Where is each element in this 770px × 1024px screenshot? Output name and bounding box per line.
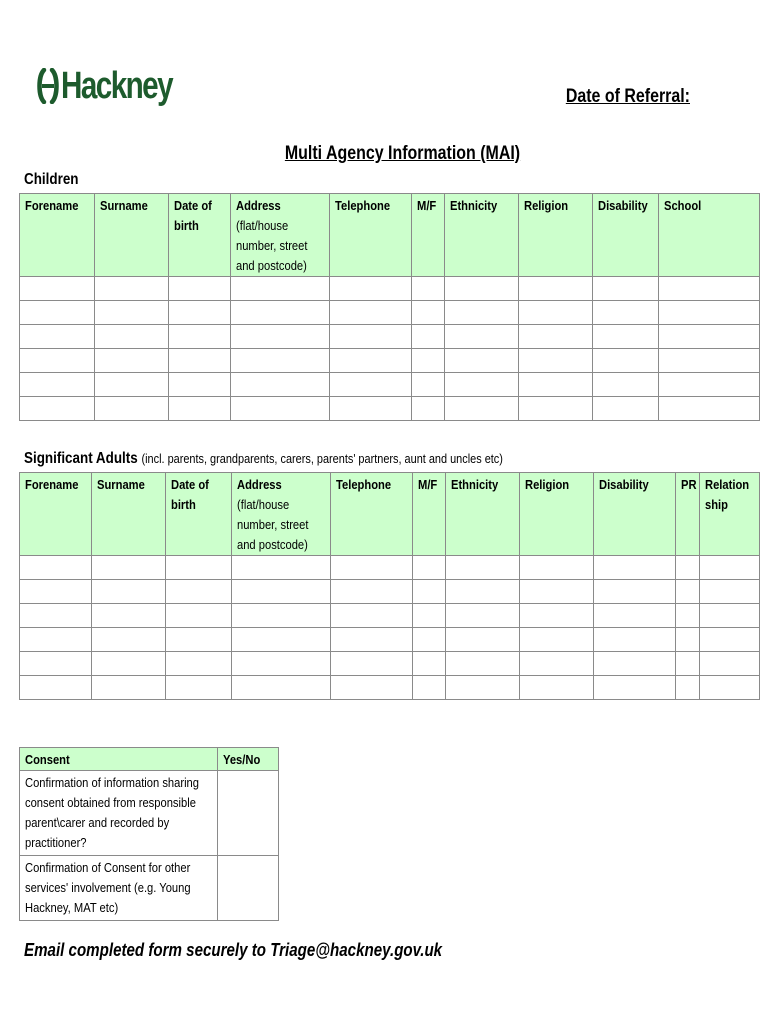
- children-input-cell[interactable]: [445, 397, 519, 421]
- adults-col-header: PR: [676, 473, 700, 556]
- consent-row: [20, 771, 279, 856]
- consent-answer-cell[interactable]: [218, 771, 279, 856]
- adults-input-cell[interactable]: [166, 628, 232, 652]
- children-input-cell[interactable]: [445, 373, 519, 397]
- children-input-cell[interactable]: [593, 277, 659, 301]
- children-input-cell[interactable]: [412, 325, 445, 349]
- adults-input-cell[interactable]: [413, 652, 446, 676]
- children-col-header: Forename: [20, 194, 95, 277]
- adults-input-cell[interactable]: [594, 628, 676, 652]
- adults-input-cell[interactable]: [413, 676, 446, 700]
- adults-input-cell[interactable]: [92, 628, 166, 652]
- children-input-cell[interactable]: [169, 349, 231, 373]
- children-input-cell[interactable]: [330, 301, 412, 325]
- children-input-cell[interactable]: [330, 349, 412, 373]
- children-input-cell[interactable]: [330, 397, 412, 421]
- adults-input-cell[interactable]: [92, 556, 166, 580]
- adults-input-cell[interactable]: [594, 652, 676, 676]
- consent-question: Confirmation of Consent for other services' involvement (e.g. Young Hackney, MAT etc): [20, 856, 218, 921]
- children-row: [20, 325, 760, 349]
- hackney-logo-icon: [37, 68, 59, 104]
- adults-row: [20, 628, 760, 652]
- adults-header-row: [20, 473, 760, 556]
- children-col-header: Telephone: [330, 194, 412, 277]
- adults-input-cell[interactable]: [520, 556, 594, 580]
- adults-input-cell[interactable]: [594, 676, 676, 700]
- children-input-cell[interactable]: [412, 349, 445, 373]
- adults-input-cell[interactable]: [232, 604, 331, 628]
- children-input-cell[interactable]: [20, 397, 95, 421]
- adults-input-cell[interactable]: [446, 676, 520, 700]
- children-input-cell[interactable]: [659, 349, 760, 373]
- consent-header: Consent: [20, 748, 218, 771]
- adults-body: [20, 556, 760, 700]
- children-label: Children: [24, 171, 79, 188]
- adults-col-header: Relation ship: [700, 473, 760, 556]
- children-input-cell[interactable]: [519, 277, 593, 301]
- children-input-cell[interactable]: [95, 397, 169, 421]
- adults-input-cell[interactable]: [446, 580, 520, 604]
- adults-col-header: Disability: [594, 473, 676, 556]
- children-col-header: Address (flat/house number, street and postcode): [231, 194, 330, 277]
- adults-input-cell[interactable]: [232, 556, 331, 580]
- children-input-cell[interactable]: [20, 373, 95, 397]
- children-input-cell[interactable]: [330, 277, 412, 301]
- consent-question: Confirmation of information sharing consent obtained from responsible parent\carer and recorded by practitioner?: [20, 771, 218, 856]
- children-input-cell[interactable]: [231, 277, 330, 301]
- adults-input-cell[interactable]: [594, 580, 676, 604]
- children-input-cell[interactable]: [519, 397, 593, 421]
- children-input-cell[interactable]: [445, 325, 519, 349]
- adults-input-cell[interactable]: [20, 676, 92, 700]
- consent-answer-cell[interactable]: [218, 856, 279, 921]
- children-input-cell[interactable]: [169, 301, 231, 325]
- children-input-cell[interactable]: [659, 373, 760, 397]
- children-col-header: Date of birth: [169, 194, 231, 277]
- children-input-cell[interactable]: [20, 277, 95, 301]
- adults-input-cell[interactable]: [20, 604, 92, 628]
- adults-input-cell[interactable]: [331, 556, 413, 580]
- adults-input-cell[interactable]: [413, 556, 446, 580]
- adults-input-cell[interactable]: [700, 652, 760, 676]
- adults-input-cell[interactable]: [20, 556, 92, 580]
- adults-input-cell[interactable]: [331, 604, 413, 628]
- adults-row: [20, 604, 760, 628]
- children-input-cell[interactable]: [519, 349, 593, 373]
- adults-input-cell[interactable]: [676, 652, 700, 676]
- children-input-cell[interactable]: [20, 349, 95, 373]
- children-input-cell[interactable]: [659, 325, 760, 349]
- adults-input-cell[interactable]: [520, 676, 594, 700]
- children-input-cell[interactable]: [231, 301, 330, 325]
- children-input-cell[interactable]: [412, 373, 445, 397]
- children-input-cell[interactable]: [231, 349, 330, 373]
- adults-input-cell[interactable]: [331, 676, 413, 700]
- adults-input-cell[interactable]: [676, 604, 700, 628]
- children-input-cell[interactable]: [519, 373, 593, 397]
- adults-input-cell[interactable]: [92, 676, 166, 700]
- adults-label: Significant Adults: [24, 450, 138, 467]
- date-of-referral-label: Date of Referral:: [565, 86, 690, 107]
- children-input-cell[interactable]: [20, 301, 95, 325]
- children-input-cell[interactable]: [445, 277, 519, 301]
- adults-input-cell[interactable]: [232, 628, 331, 652]
- page-title: Multi Agency Information (MAI): [284, 143, 521, 164]
- children-input-cell[interactable]: [593, 373, 659, 397]
- adults-input-cell[interactable]: [446, 556, 520, 580]
- adults-input-cell[interactable]: [92, 604, 166, 628]
- adults-input-cell[interactable]: [676, 556, 700, 580]
- adults-input-cell[interactable]: [331, 628, 413, 652]
- children-input-cell[interactable]: [169, 277, 231, 301]
- adults-table: [19, 472, 760, 700]
- adults-input-cell[interactable]: [166, 580, 232, 604]
- children-input-cell[interactable]: [95, 349, 169, 373]
- adults-col-header: Ethnicity: [446, 473, 520, 556]
- adults-input-cell[interactable]: [594, 604, 676, 628]
- adults-input-cell[interactable]: [700, 556, 760, 580]
- children-body: [20, 277, 760, 421]
- adults-input-cell[interactable]: [700, 604, 760, 628]
- adults-input-cell[interactable]: [166, 676, 232, 700]
- children-input-cell[interactable]: [20, 325, 95, 349]
- logo-text: Hackney: [61, 64, 173, 107]
- adults-input-cell[interactable]: [520, 652, 594, 676]
- adults-row: [20, 580, 760, 604]
- children-input-cell[interactable]: [519, 325, 593, 349]
- children-col-header: Ethnicity: [445, 194, 519, 277]
- children-row: [20, 277, 760, 301]
- children-col-header: Disability: [593, 194, 659, 277]
- children-col-header: School: [659, 194, 760, 277]
- children-input-cell[interactable]: [412, 397, 445, 421]
- email-instruction: Email completed form securely to Triage@hackney.gov.uk: [24, 940, 443, 960]
- adults-input-cell[interactable]: [413, 628, 446, 652]
- children-input-cell[interactable]: [95, 325, 169, 349]
- adults-input-cell[interactable]: [676, 676, 700, 700]
- adults-input-cell[interactable]: [594, 556, 676, 580]
- adults-input-cell[interactable]: [520, 604, 594, 628]
- adults-input-cell[interactable]: [20, 652, 92, 676]
- children-row: [20, 373, 760, 397]
- adults-input-cell[interactable]: [331, 580, 413, 604]
- children-input-cell[interactable]: [659, 277, 760, 301]
- adults-input-cell[interactable]: [20, 580, 92, 604]
- adults-row: [20, 676, 760, 700]
- children-section-label: [24, 171, 79, 189]
- children-input-cell[interactable]: [95, 277, 169, 301]
- adults-input-cell[interactable]: [520, 628, 594, 652]
- adults-note: (incl. parents, grandparents, carers, parents' partners, aunt and uncles etc): [141, 451, 503, 466]
- children-input-cell[interactable]: [95, 373, 169, 397]
- adults-section-label: [24, 450, 503, 468]
- children-input-cell[interactable]: [412, 301, 445, 325]
- children-col-header: M/F: [412, 194, 445, 277]
- adults-input-cell[interactable]: [676, 628, 700, 652]
- children-input-cell[interactable]: [169, 373, 231, 397]
- children-input-cell[interactable]: [593, 325, 659, 349]
- adults-col-header: Date of birth: [166, 473, 232, 556]
- adults-input-cell[interactable]: [331, 652, 413, 676]
- adults-input-cell[interactable]: [232, 580, 331, 604]
- children-input-cell[interactable]: [231, 325, 330, 349]
- adults-input-cell[interactable]: [232, 652, 331, 676]
- children-input-cell[interactable]: [330, 373, 412, 397]
- adults-col-header: Address (flat/house number, street and postcode): [232, 473, 331, 556]
- children-input-cell[interactable]: [95, 301, 169, 325]
- children-input-cell[interactable]: [519, 301, 593, 325]
- adults-input-cell[interactable]: [413, 580, 446, 604]
- children-input-cell[interactable]: [412, 277, 445, 301]
- children-col-header: Religion: [519, 194, 593, 277]
- children-row: [20, 301, 760, 325]
- adults-row: [20, 556, 760, 580]
- hackney-logo: [37, 64, 203, 108]
- children-input-cell[interactable]: [445, 349, 519, 373]
- adults-col-header: Forename: [20, 473, 92, 556]
- adults-input-cell[interactable]: [446, 628, 520, 652]
- adults-input-cell[interactable]: [413, 604, 446, 628]
- adults-col-header: M/F: [413, 473, 446, 556]
- children-row: [20, 397, 760, 421]
- children-input-cell[interactable]: [231, 397, 330, 421]
- adults-row: [20, 652, 760, 676]
- adults-col-header: Religion: [520, 473, 594, 556]
- children-input-cell[interactable]: [593, 397, 659, 421]
- adults-input-cell[interactable]: [92, 652, 166, 676]
- adults-input-cell[interactable]: [676, 580, 700, 604]
- adults-input-cell[interactable]: [166, 604, 232, 628]
- children-input-cell[interactable]: [231, 373, 330, 397]
- children-col-header: Surname: [95, 194, 169, 277]
- adults-input-cell[interactable]: [92, 580, 166, 604]
- consent-header-row: [20, 748, 279, 771]
- children-table: [19, 193, 760, 421]
- children-input-cell[interactable]: [593, 349, 659, 373]
- adults-input-cell[interactable]: [700, 628, 760, 652]
- adults-input-cell[interactable]: [700, 676, 760, 700]
- children-input-cell[interactable]: [593, 301, 659, 325]
- children-input-cell[interactable]: [659, 397, 760, 421]
- adults-input-cell[interactable]: [232, 676, 331, 700]
- adults-input-cell[interactable]: [166, 556, 232, 580]
- consent-row: [20, 856, 279, 921]
- adults-col-header: Telephone: [331, 473, 413, 556]
- adults-input-cell[interactable]: [700, 580, 760, 604]
- children-row: [20, 349, 760, 373]
- children-input-cell[interactable]: [169, 325, 231, 349]
- adults-input-cell[interactable]: [20, 628, 92, 652]
- adults-col-header: Surname: [92, 473, 166, 556]
- children-input-cell[interactable]: [169, 397, 231, 421]
- children-input-cell[interactable]: [445, 301, 519, 325]
- adults-input-cell[interactable]: [166, 652, 232, 676]
- children-input-cell[interactable]: [330, 325, 412, 349]
- children-header-row: [20, 194, 760, 277]
- yes-no-header: Yes/No: [218, 748, 279, 771]
- adults-input-cell[interactable]: [520, 580, 594, 604]
- adults-input-cell[interactable]: [446, 652, 520, 676]
- adults-input-cell[interactable]: [446, 604, 520, 628]
- children-input-cell[interactable]: [659, 301, 760, 325]
- consent-table: [19, 747, 279, 921]
